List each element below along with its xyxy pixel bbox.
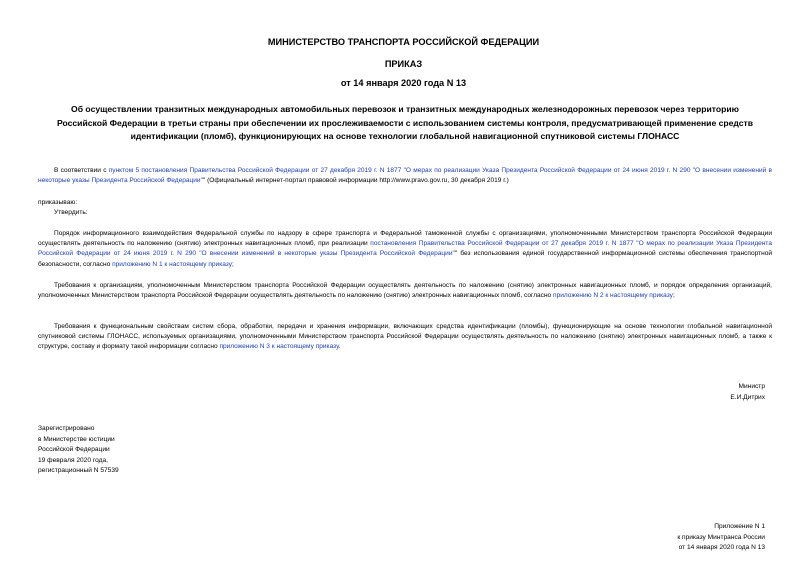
ministry-title: МИНИСТЕРСТВО ТРАНСПОРТА РОССИЙСКОЙ ФЕДЕРАЦИИ [267,37,540,47]
registration-line: Российской Федерации [38,446,110,454]
appendix-2-link[interactable]: приложению N 2 к настоящему приказу [553,292,673,300]
item-text: . [338,343,341,351]
signatory-title: Министр [738,383,765,390]
registration-line: 19 февраля 2020 года, [38,456,108,464]
appendix-line: Приложение N 1 [714,523,765,530]
document-heading [55,103,755,144]
item-text: " без использования единой государственной информационной системы обеспечения транспортной безопасности, согласно [38,250,772,268]
heading-line: Российской Федерации в третьи страны при обеспечении их прослеживаемости с использованием системы контроля, предусматривающей применение средств [56,117,754,128]
item-paragraph-2 [38,281,772,301]
item-text: ; [672,292,675,300]
item-paragraph-3 [38,322,772,353]
approve-word: Утвердить: [54,209,88,216]
item-text: Требования к организациям, уполномоченным Министерством транспорта Российской Федерации осуществлять деятельность по наложению (снятию) электронных навигационных пломб, и порядок определения организаций, уполномоченных Министерством транспорта Российской Федерации осуществлять деятельность по наложению (снятию) электронных навигационных пломб, согласно [38,282,772,300]
resolution-link[interactable]: постановления Правительства Российской Федерации от 27 декабря 2019 г. N 1877 "О мерах по реализации Указа Президента Российской Федерации от 24 июня 2019 г. N 290 "О внесении изменений в некоторые указы Президента Российской Федерации" [38,240,772,258]
preamble-paragraph [38,166,772,186]
appendix-1-link[interactable]: приложению N 1 к настоящему приказу [112,260,232,268]
registration-line: в Министерстве юстиции [38,435,115,443]
registration-line: Зарегистрировано [38,425,95,432]
item-paragraph-1 [38,229,772,270]
preamble-link[interactable]: пунктом 5 постановления Правительства Российской Федерации от 27 декабря 2019 г. N 1877 "О мерах по реализации Указа Президента Российской Федерации от 24 июня 2019 г. N 290 "О внесении изменений в некоторые указы Президента Российской Федерации" [38,167,772,185]
registration-block [38,424,119,477]
appendix-line: к приказу Минтранса России [677,533,765,541]
registration-line: регистрационный N 57539 [38,467,119,475]
item-text: Порядок информационного взаимодействия Федеральной службы по надзору в сфере транспорта и Федеральной таможенной службы с организациями, уполномоченными Министерством транспорта Российской Федерации осуществлять деятельность по наложению (снятию) электронных навигационных пломб, при реализации [38,230,772,248]
document-date-number: от 14 января 2020 года N 13 [340,78,467,88]
signature-block [730,381,765,403]
item-text: Требования к функциональным свойствам систем сбора, обработки, передачи и хранения информации, включающих средства идентификации (пломбы), функционирующие на основе технологии глобальной навигационной спутниковой системы ГЛОНАСС, используемых организациями, уполномоченными Министерством транспорта Российской Федерации осуществлять деятельность по наложению (снятию) электронных навигационных пломб, а также к структуре, составу и формату такой информации согласно [38,323,772,351]
item-text: ; [231,260,234,268]
signatory-name: Е.И.Дитрих [730,394,765,401]
appendix-header [677,522,765,554]
heading-line: Об осуществлении транзитных международных автомобильных перевозок и транзитных международных железнодорожных перевозок через территорию [71,104,739,114]
document-type: ПРИКАЗ [384,59,423,69]
appendix-3-link[interactable]: приложению N 3 к настоящему приказу [219,343,339,351]
preamble-text: В соответствии с [54,167,109,174]
heading-line: идентификации (пломб), функционирующих на основе технологии глобальной навигационной спутниковой системы ГЛОНАСС [130,131,680,142]
preamble-text: " (Официальный интернет-портал правовой информации http://www.pravo.gov.ru, 30 декабря 2019 г.) [202,177,509,185]
order-word: приказываю: [38,199,78,206]
appendix-line: от 14 января 2020 года N 13 [678,544,765,552]
